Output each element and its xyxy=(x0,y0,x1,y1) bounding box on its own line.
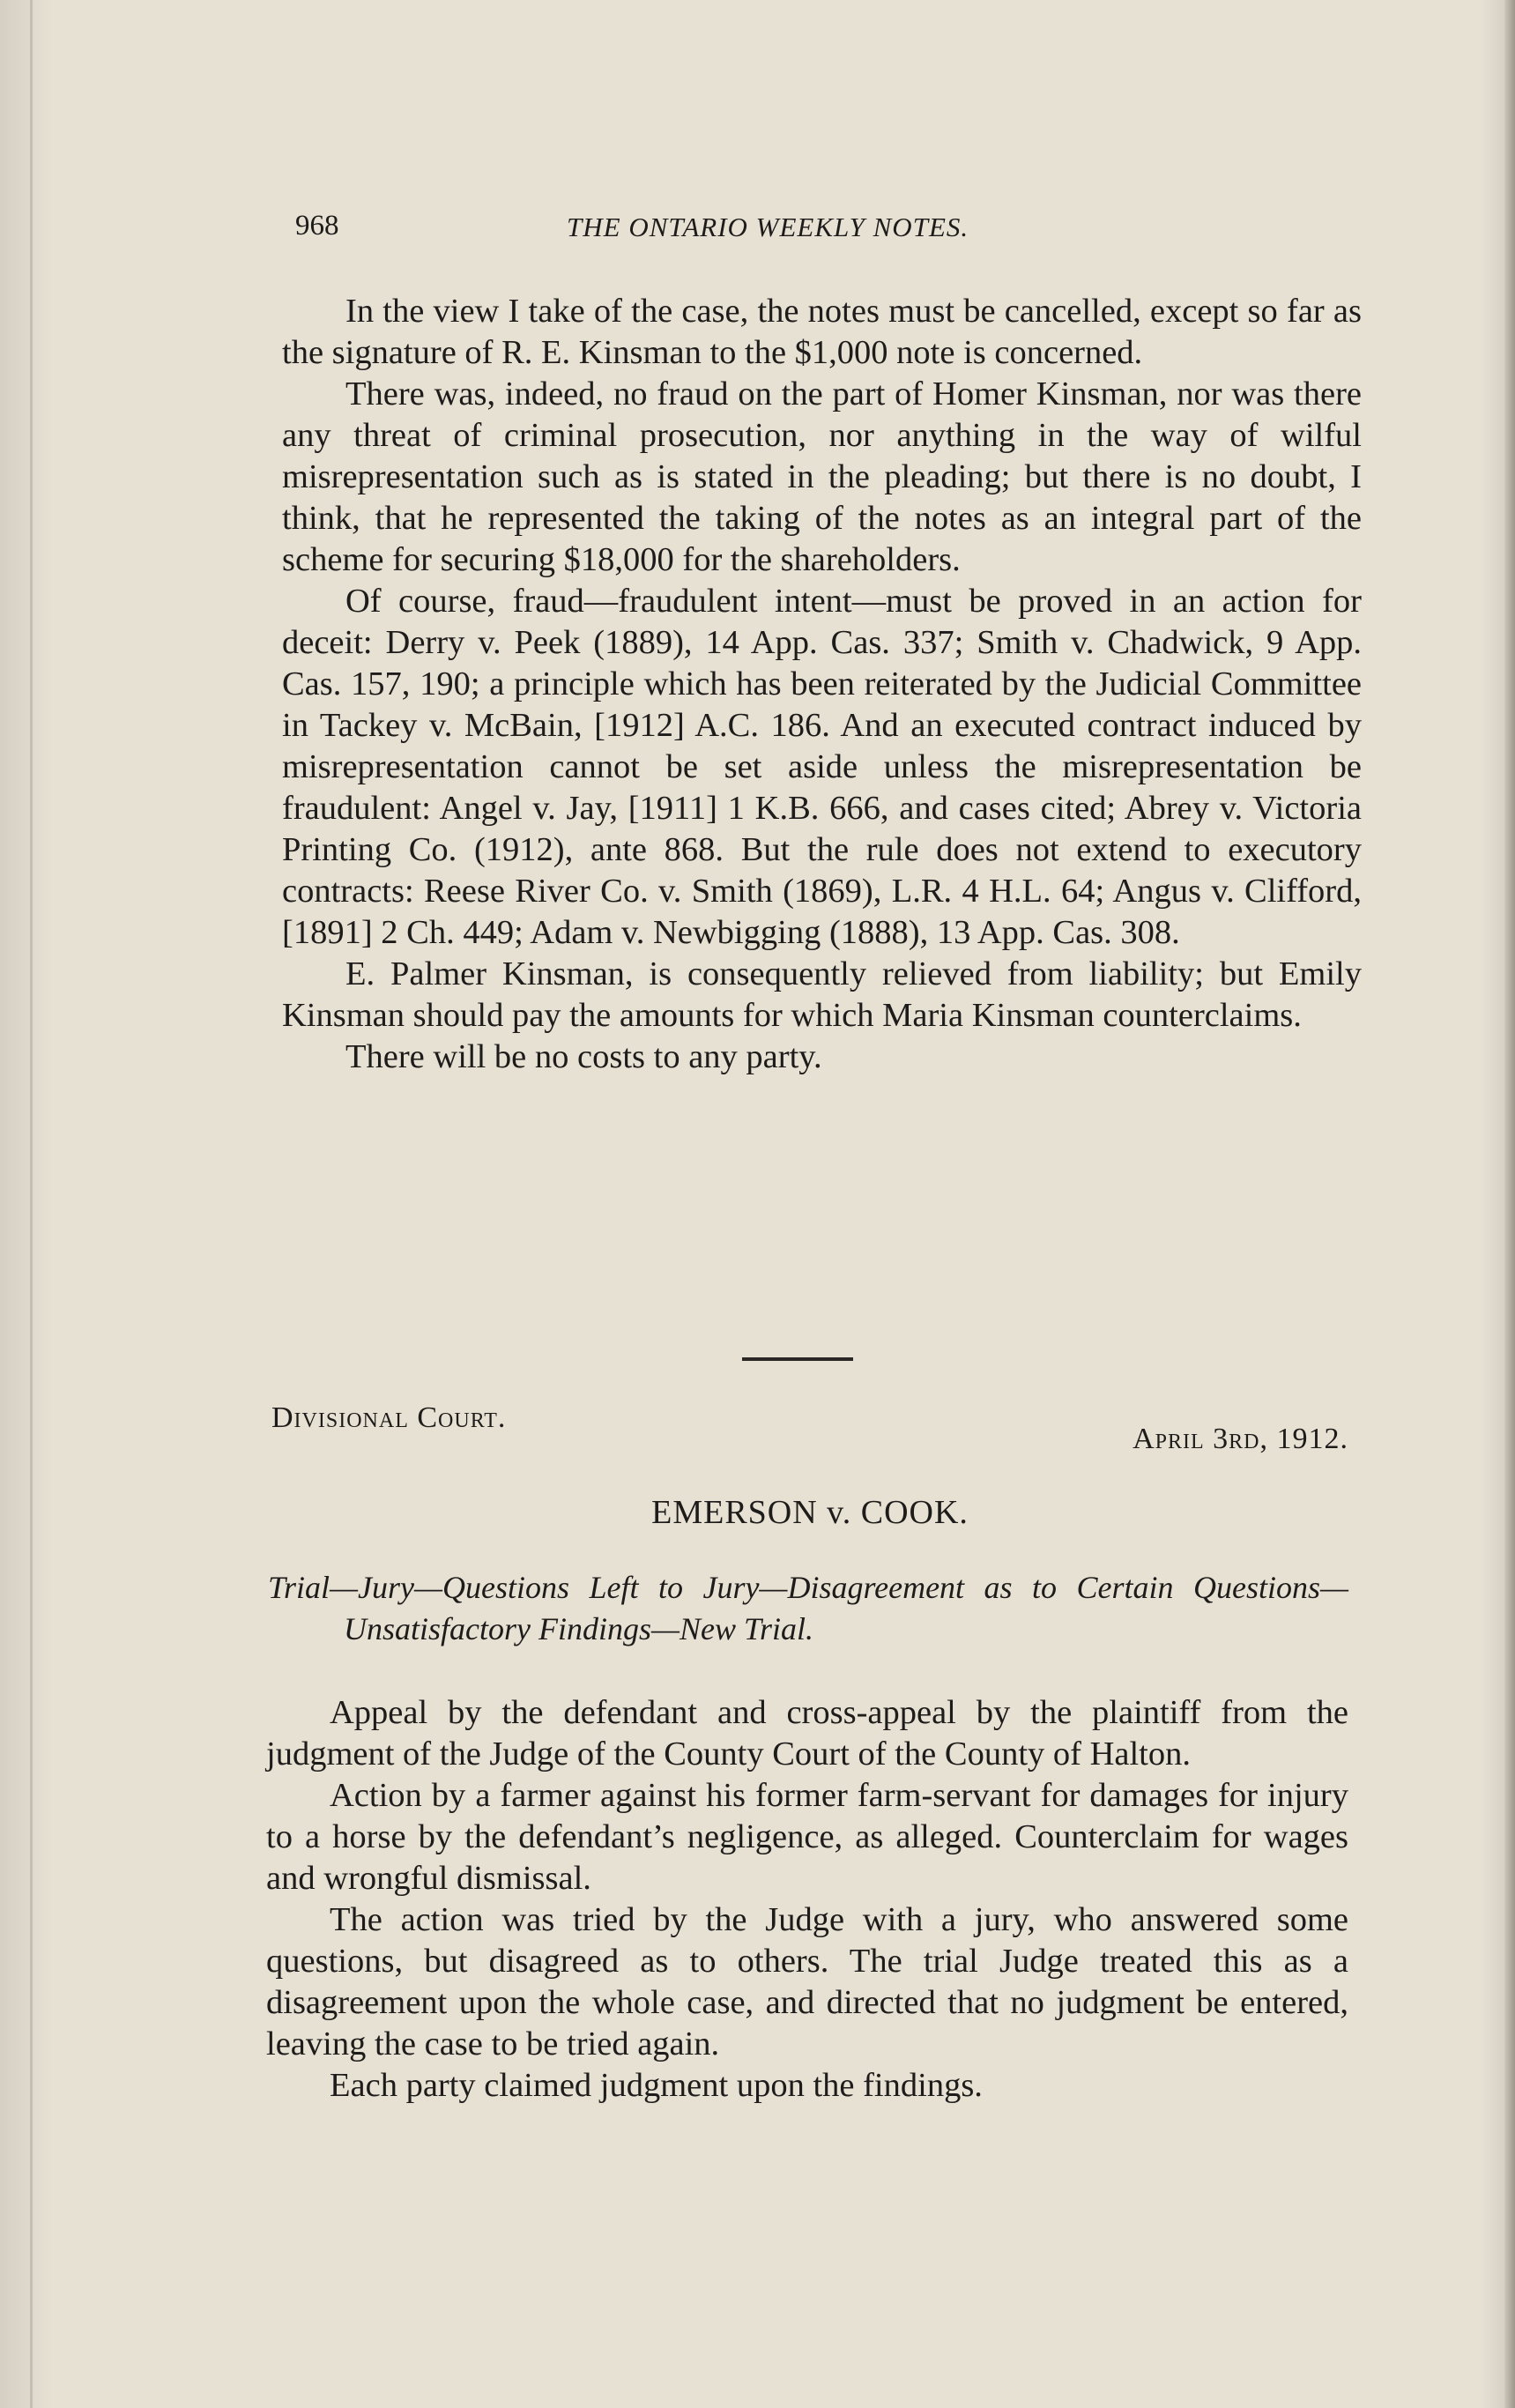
paragraph: The action was tried by the Judge with a jury, who answered some questions, but disagreed as to others. The trial Judge treated this as a disagreement upon the whole case, and directed that no judgment be entered, leaving the case to be tried again. xyxy=(266,1901,1348,2062)
paragraph: Action by a farmer against his former farm-servant for damages for injury to a horse by the defendant’s negligence, as alleged. Counterclaim for wages and wrongful dismissal. xyxy=(266,1777,1348,1897)
running-head: THE ONTARIO WEEKLY NOTES. xyxy=(567,212,969,242)
case-summary xyxy=(266,1692,1348,2107)
judgment-conclusion xyxy=(282,291,1362,1078)
case-title: EMERSON v. COOK. xyxy=(651,1494,969,1531)
paragraph: There was, indeed, no fraud on the part of Homer Kinsman, nor was there any threat of criminal prosecution, nor anything in the way of wilful misrepresentation such as is stated in the pleading; but there is no doubt, I think, that he represented the taking of the notes as an integral part of the scheme for securing $18,000 for the shareholders. xyxy=(282,375,1362,578)
paragraph: Of course, fraud—fraudulent intent—must be proved in an action for deceit: Derry v. Peek (1889), 14 App. Cas. 337; Smith v. Chadwick, 9 App. Cas. 157, 190; a principle which has been reiterated by the Judicial Committee in Tackey v. McBain, [1912] A.C. 186. And an executed contract induced by misrepresentation cannot be set aside unless the misrepresentation be fraudulent: Angel v. Jay, [1911] 1 K.B. 666, and cases cited; Abrey v. Victoria Printing Co. (1912), ante 868. But the rule does not extend to executory contracts: Reese River Co. v. Smith (1869), L.R. 4 H.L. 64; Angus v. Clifford, [1891] 2 Ch. 449; Adam v. Newbigging (1888), 13 App. Cas. 308. xyxy=(282,583,1362,951)
paragraph: E. Palmer Kinsman, is consequently relieved from liability; but Emily Kinsman should pay the amounts for which Maria Kinsman counterclaims. xyxy=(282,955,1362,1034)
page-header xyxy=(295,210,1379,254)
page-number: 968 xyxy=(295,210,339,242)
page-gutter-shadow xyxy=(30,0,33,2408)
court-name: Divisional Court. xyxy=(271,1401,507,1434)
headnote: Trial—Jury—Questions Left to Jury—Disagreement as to Certain Questions—Unsatisfactory Findings—New Trial. xyxy=(268,1570,1348,1646)
page-edge xyxy=(1504,0,1515,2408)
paragraph: Each party claimed judgment upon the findings. xyxy=(330,2067,983,2104)
paragraph: Appeal by the defendant and cross-appeal by the plaintiff from the judgment of the Judge of the County Court of the County of Halton. xyxy=(266,1694,1348,1773)
decision-date: April 3rd, 1912. xyxy=(1133,1423,1348,1455)
paragraph: In the view I take of the case, the notes must be cancelled, except so far as the signature of R. E. Kinsman to the $1,000 note is concerned. xyxy=(282,293,1362,371)
section-divider xyxy=(742,1357,853,1361)
court-line xyxy=(271,1401,1348,1455)
paragraph: There will be no costs to any party. xyxy=(345,1038,822,1075)
